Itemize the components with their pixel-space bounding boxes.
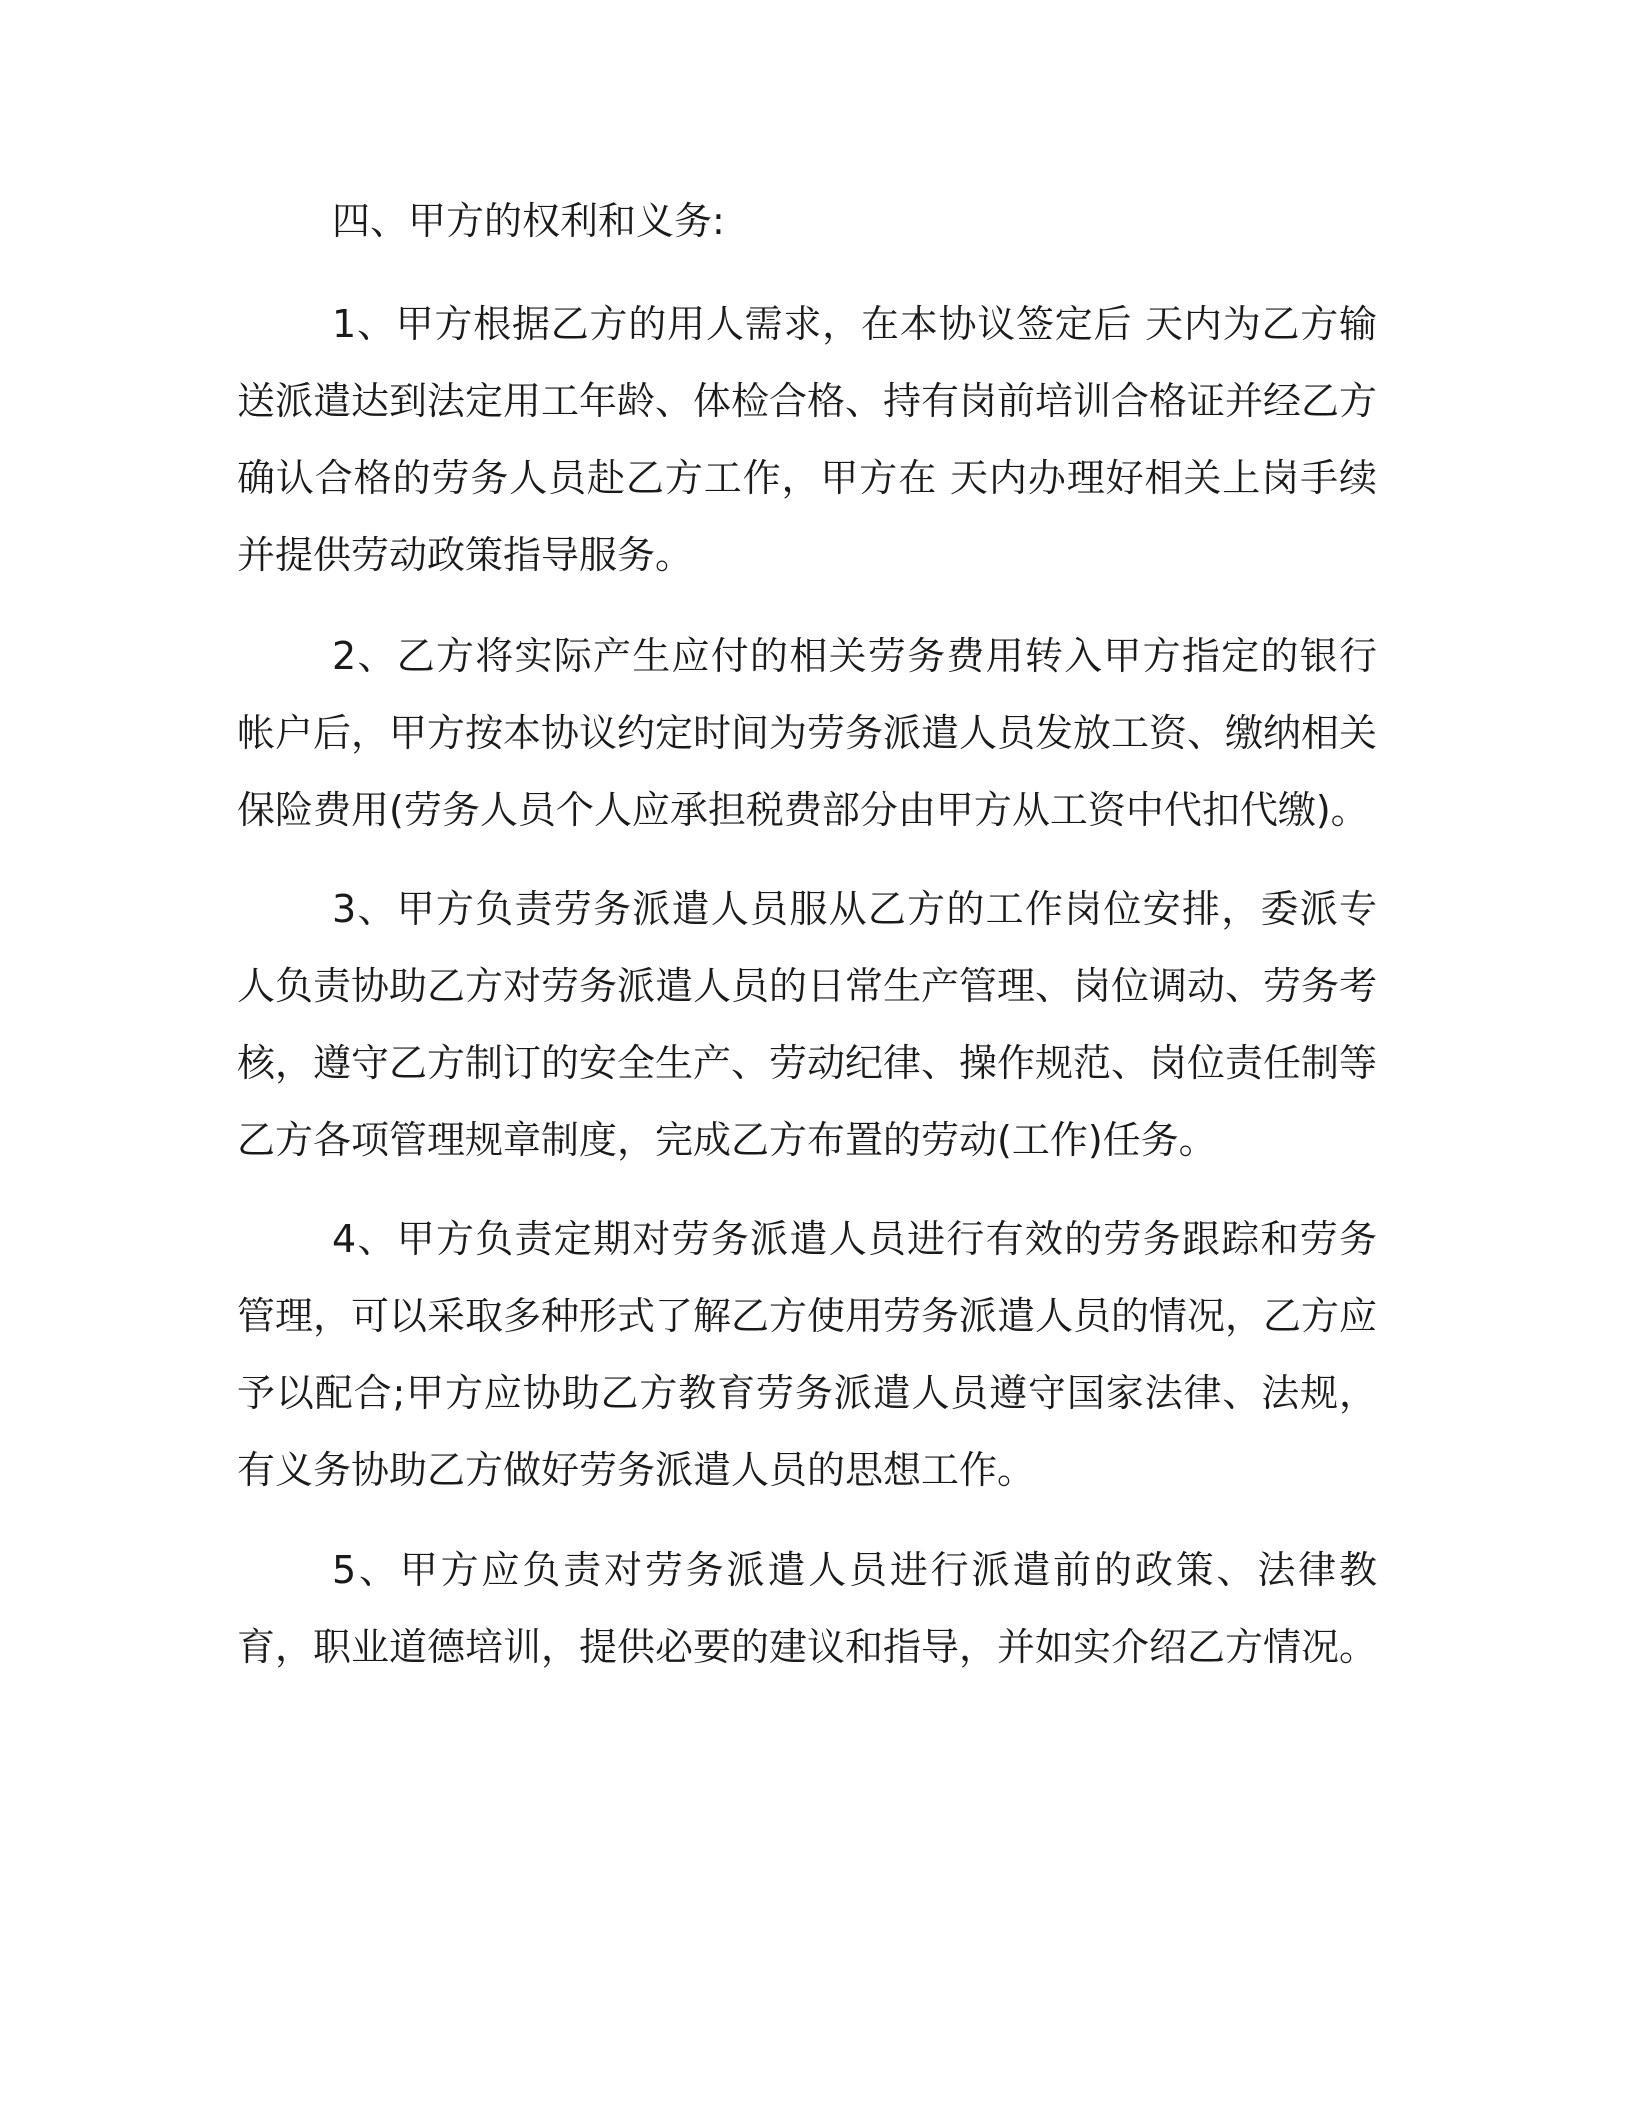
paragraph-3: 3、甲方负责劳务派遣人员服从乙方的工作岗位安排，委派专人负责协助乙方对劳务派遣人员的日常生产管理、岗位调动、劳务考核，遵守乙方制订的安全生产、劳动纪律、操作规范、岗位责任制等乙方各项管理规章制度，完成乙方布置的劳动(工作)任务。 [237, 887, 1378, 1162]
section-heading: 四、甲方的权利和义务: [332, 199, 725, 243]
paragraph-2: 2、乙方将实际产生应付的相关劳务费用转入甲方指定的银行帐户后，甲方按本协议约定时间为劳务派遣人员发放工资、缴纳相关保险费用(劳务人员个人应承担税费部分由甲方从工资中代扣代缴)。 [237, 634, 1378, 832]
paragraph-5: 5、甲方应负责对劳务派遣人员进行派遣前的政策、法律教育，职业道德培训，提供必要的建议和指导，并如实介绍乙方情况。 [237, 1548, 1378, 1669]
paragraph-4: 4、甲方负责定期对劳务派遣人员进行有效的劳务跟踪和劳务管理，可以采取多种形式了解乙方使用劳务派遣人员的情况，乙方应予以配合;甲方应协助乙方教育劳务派遣人员遵守国家法律、法规，有义务协助乙方做好劳务派遣人员的思想工作。 [237, 1217, 1378, 1492]
paragraph-1: 1、甲方根据乙方的用人需求，在本协议签定后 天内为乙方输送派遣达到法定用工年龄、体检合格、持有岗前培训合格证并经乙方确认合格的劳务人员赴乙方工作，甲方在 天内办理好相关上岗手续并提供劳动政策指导服务。 [237, 302, 1378, 577]
